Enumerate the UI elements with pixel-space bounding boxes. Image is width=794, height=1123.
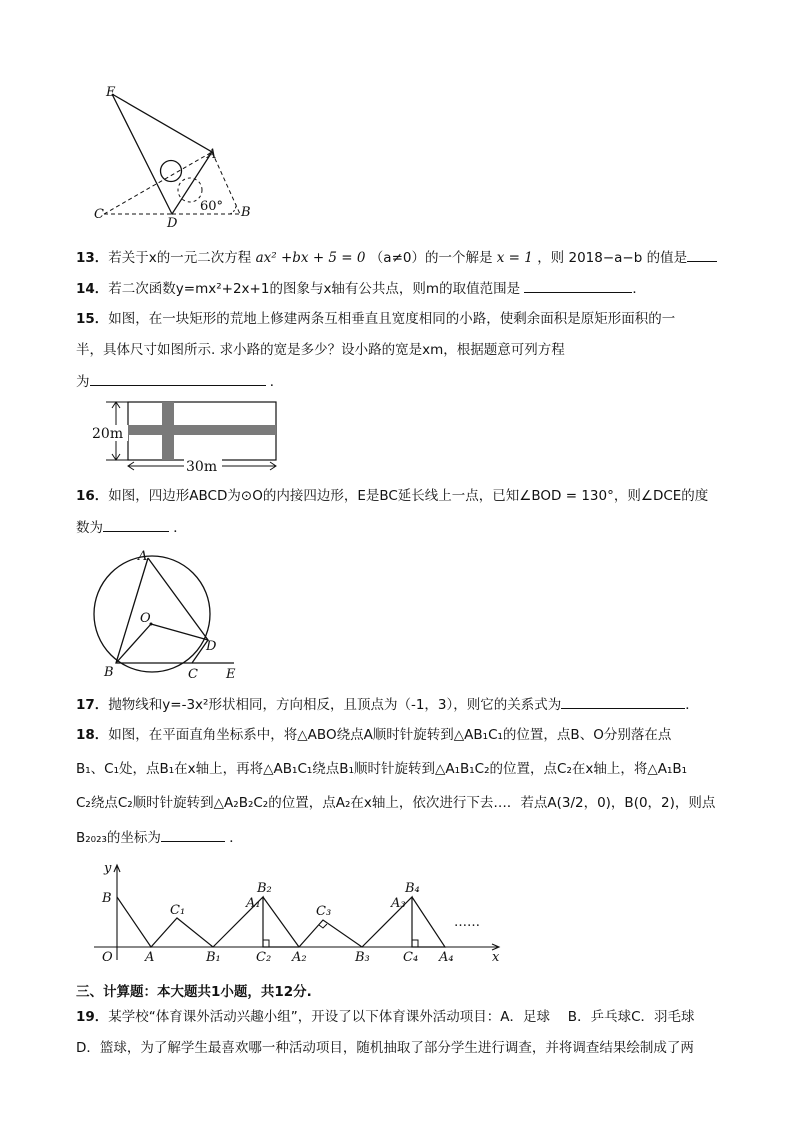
q13-text: 若关于x的一元二次方程 — [108, 250, 252, 266]
label-a: A — [207, 147, 217, 162]
label-b: B — [104, 665, 114, 680]
figure-rectangle-roads — [84, 396, 284, 476]
angle-arc — [230, 204, 236, 214]
question-18-line1 — [76, 725, 671, 745]
q18-line2: B₁、C₁处，点B₁在x轴上，再将△AB₁C₁绕点B₁顺时针旋转到△A₁B₁C₂的位置，点C₂在x轴上，将△A₁B₁ — [76, 761, 688, 777]
q19-line1: 某学校“体育课外活动兴趣小组”，开设了以下体育课外活动项目：A．足球 B．乒乓球C．羽毛球 — [108, 1009, 695, 1025]
label-c2: C₂ — [256, 950, 272, 965]
q18-end: ． — [229, 830, 243, 846]
label-c: C — [94, 207, 104, 222]
q13-number: 13． — [76, 250, 109, 266]
q15-answer-blank[interactable] — [90, 371, 266, 386]
q17-end: ． — [685, 697, 699, 713]
q17-text: 抛物线和y=-3x²形状相同，方向相反，且顶点为（-1，3），则它的关系式为 — [108, 697, 562, 713]
figure-rotation-axes — [94, 860, 514, 970]
label-b1: B₁ — [206, 950, 221, 965]
label-a3: A₃ — [391, 896, 406, 911]
q16-end: ． — [173, 520, 187, 536]
q18-line1: 如图，在平面直角坐标系中，将△ABO绕点A顺时针旋转到△AB₁C₁的位置，点B、O分别落在点 — [108, 727, 672, 743]
segment-od — [151, 624, 208, 640]
q13-equation: ax² +bx + 5 = 0 — [255, 250, 366, 266]
width-label: 30m — [186, 459, 218, 475]
question-15-line1 — [76, 309, 675, 329]
label-a: A — [145, 950, 155, 965]
label-a2: A₂ — [292, 950, 307, 965]
q15-line3-prefix: 为 — [76, 374, 90, 390]
continuation-dots: …… — [454, 915, 480, 930]
label-b: B — [102, 891, 112, 906]
question-18-line2 — [76, 759, 687, 779]
question-16-line2 — [76, 517, 187, 538]
label-a1: A₁ — [246, 896, 261, 911]
question-16-line1 — [76, 486, 708, 506]
circle-o — [94, 556, 210, 672]
question-15-line3 — [76, 371, 283, 392]
q17-number: 17． — [76, 697, 109, 713]
section-3-heading — [76, 982, 312, 1002]
label-d: D — [167, 216, 178, 231]
q14-answer-blank[interactable] — [524, 278, 632, 293]
question-18-line4 — [76, 827, 243, 848]
question-19-line2 — [76, 1038, 694, 1058]
label-d: D — [206, 639, 217, 654]
q16-number: 16． — [76, 488, 109, 504]
figure-triangle-circles — [90, 84, 260, 231]
label-e: E — [106, 85, 116, 100]
height-label: 20m — [92, 426, 124, 442]
label-b3: B₃ — [355, 950, 370, 965]
question-17 — [76, 694, 699, 715]
q13-condition: （a≠0）的一个解是 — [369, 250, 493, 266]
label-c: C — [188, 667, 198, 682]
label-o: O — [102, 950, 113, 965]
q18-answer-blank[interactable] — [161, 827, 225, 842]
q13-tail: ，则 2018−a−b 的值是 — [537, 250, 688, 266]
q18-line4-prefix: B₂₀₂₃的坐标为 — [76, 830, 161, 846]
figure-circle-quadrilateral — [88, 546, 248, 682]
q13-answer-blank[interactable] — [687, 247, 717, 262]
q16-line2-prefix: 数为 — [76, 520, 103, 536]
road-horizontal — [128, 425, 276, 435]
q15-line2: 半，具体尺寸如图所示. 求小路的宽是多少？设小路的宽是xm，根据题意可列方程 — [76, 342, 565, 358]
label-o: O — [140, 611, 151, 626]
q14-end: ． — [632, 281, 646, 297]
label-b: B — [241, 205, 251, 220]
q19-line2: D．篮球，为了解学生最喜欢哪一种活动项目，随机抽取了部分学生进行调查，并将调查结果绘制成了两 — [76, 1040, 694, 1056]
label-e: E — [226, 667, 236, 682]
question-19-line1 — [76, 1007, 695, 1027]
q15-end: ． — [269, 374, 284, 390]
label-a: A — [138, 549, 148, 564]
question-14 — [76, 278, 646, 299]
q19-number: 19． — [76, 1009, 109, 1025]
q18-number: 18． — [76, 727, 109, 743]
right-angle-c3 — [319, 924, 327, 928]
triangle-ead — [112, 94, 212, 214]
label-b4: B₄ — [405, 881, 420, 896]
q14-number: 14． — [76, 281, 109, 297]
label-c3: C₃ — [316, 904, 332, 919]
right-angle-c2 — [263, 940, 269, 947]
label-a4: A₄ — [439, 950, 454, 965]
segment-ca — [104, 152, 212, 214]
segment-ob — [116, 624, 151, 663]
question-18-line3 — [76, 793, 715, 813]
q13-root: x = 1 — [496, 250, 533, 266]
q15-line1: 如图，在一块矩形的荒地上修建两条互相垂直且宽度相同的小路，使剩余面积是原矩形面积的一 — [108, 311, 676, 327]
angle-label: 60° — [200, 199, 224, 214]
q17-answer-blank[interactable] — [561, 694, 685, 709]
label-x: x — [492, 950, 500, 965]
q15-number: 15． — [76, 311, 109, 327]
section-3-title: 三、计算题：本大题共1小题，共12分. — [76, 984, 312, 1000]
label-b2: B₂ — [257, 881, 272, 896]
label-c1: C₁ — [170, 903, 186, 918]
label-y: y — [104, 861, 112, 876]
q16-answer-blank[interactable] — [103, 517, 169, 532]
q16-line1: 如图，四边形ABCD为⊙O的内接四边形，E是BC延长线上一点，已知∠BOD = 130°，则∠DCE的度 — [108, 488, 709, 504]
q14-text: 若二次函数y=mx²+2x+1的图象与x轴有公共点，则m的取值范围是 — [108, 281, 521, 297]
question-13 — [76, 247, 717, 268]
q18-line3: C₂绕点C₂顺时针旋转到△A₂B₂C₂的位置，点A₂在x轴上，依次进行下去…．若点A(3/2，0)，B(0，2)，则点 — [76, 795, 716, 811]
right-angle-c4 — [412, 940, 418, 947]
label-c4: C₄ — [403, 950, 419, 965]
question-15-line2 — [76, 340, 565, 360]
